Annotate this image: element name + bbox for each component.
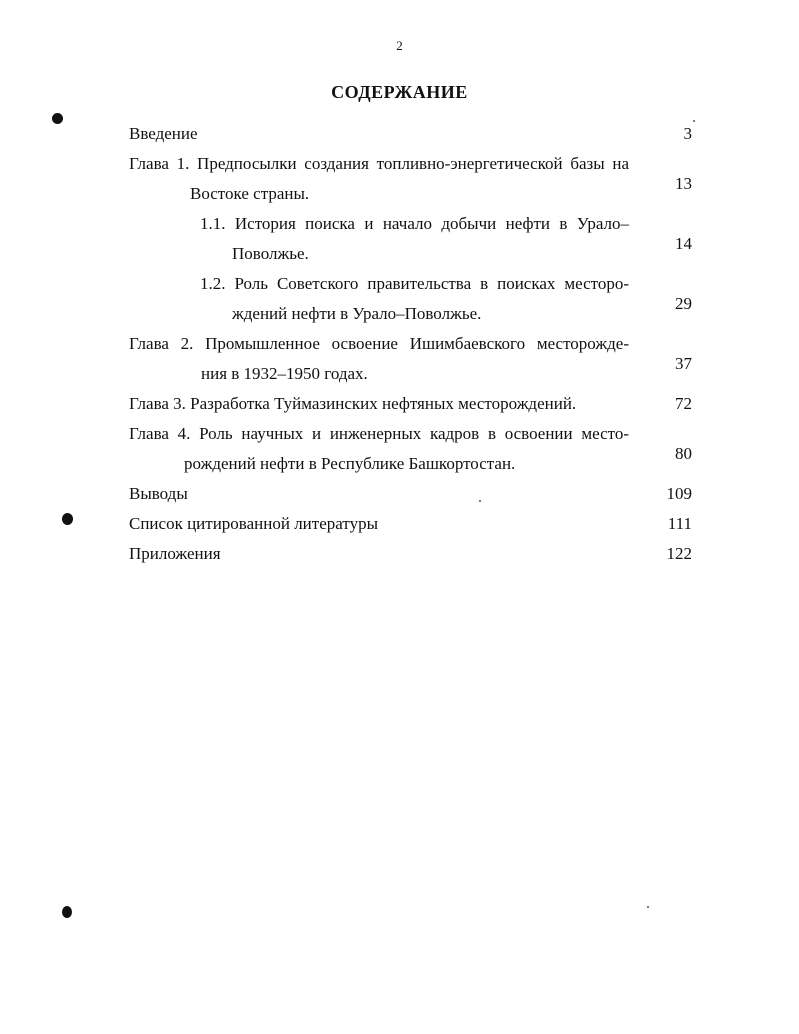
toc-entry-ch3-page: 72 xyxy=(675,394,692,413)
toc-entry-s12-line1: 1.2. Роль Советского правительства в поисках месторо- xyxy=(200,274,629,293)
toc-entry-s11-line2: Поволжье. xyxy=(232,244,309,263)
toc-entry-s12-line2: ждений нефти в Урало–Поволжье. xyxy=(232,304,482,323)
toc-entry-conclusions-label: Выводы xyxy=(129,484,188,503)
toc-entry-appendices-label: Приложения xyxy=(129,544,221,563)
toc-entry-s11-page: 14 xyxy=(675,234,692,253)
toc-entry-ch2-page: 37 xyxy=(675,354,692,373)
toc-entry-ch4-page: 80 xyxy=(675,444,692,463)
toc-title: СОДЕРЖАНИЕ xyxy=(331,82,468,102)
toc-entry-ch3-label: Глава 3. Разработка Туймазинских нефтяных месторождений. xyxy=(129,394,577,413)
toc-entry-conclusions-page: 109 xyxy=(666,484,692,503)
toc-entry-s11-line1: 1.1. История поиска и начало добычи нефти в Урало– xyxy=(200,214,629,233)
toc-entry-ch1-page: 13 xyxy=(675,174,692,193)
toc-entry-s12-page: 29 xyxy=(675,294,692,313)
toc-entry-ch4-line2: рождений нефти в Республике Башкортостан. xyxy=(184,454,516,473)
toc-entry-ch1-line1: Глава 1. Предпосылки создания топливно-энергетической базы на xyxy=(129,154,629,173)
toc-entry-references-label: Список цитированной литературы xyxy=(129,514,378,533)
toc-entry-ch2-line1: Глава 2. Промышленное освоение Ишимбаевского месторожде- xyxy=(129,334,629,353)
toc-entry-references-page: 111 xyxy=(667,514,692,533)
toc-entry-appendices-page: 122 xyxy=(666,544,692,563)
toc-entry-ch4-line1: Глава 4. Роль научных и инженерных кадров в освоении место- xyxy=(129,424,629,443)
toc-entry-ch1-line2: Востоке страны. xyxy=(190,184,310,203)
toc-entry-ch2-line2: ния в 1932–1950 годах. xyxy=(201,364,368,383)
page-number: 2 xyxy=(396,38,403,53)
toc-entry-intro-label: Введение xyxy=(129,124,198,143)
toc-entry-intro-page: 3 xyxy=(683,124,692,143)
